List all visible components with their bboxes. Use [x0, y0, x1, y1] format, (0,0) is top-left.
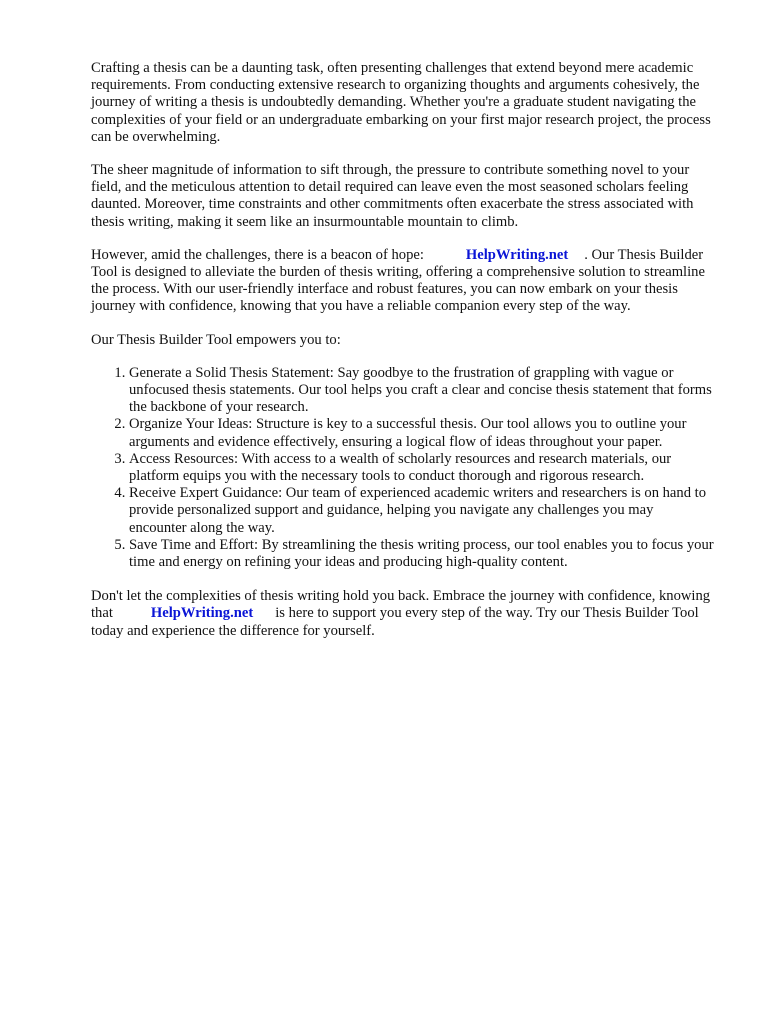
- beacon-text-continued: . Our Thesis Builder Tool is designed to alleviate the burden of thesis writing, offering a comprehensive solution to streamline the process. With our user-friendly interface and robust features, you can now embark on your thesis journey with confidence, knowing that you have a reliable companion every step of the way.: [91, 246, 705, 315]
- list-item: 5. Save Time and Effort: By streamlining the thesis writing process, our tool enables you to focus your time and energy on refining your ideas and producing high-quality content.: [129, 537, 714, 571]
- closing-paragraph: [91, 588, 714, 640]
- features-list: [91, 365, 714, 571]
- closing-text: Don't let the complexities of thesis writing hold you back. Embrace the journey with confidence, knowing that: [91, 588, 711, 622]
- intro-paragraph: Crafting a thesis can be a daunting task, often presenting challenges that extend beyond mere academic requirements. From conducting extensive research to organizing thoughts and arguments cohesively, the journey of writing a thesis is undoubtedly demanding. Whether you're a graduate student navigating the complexities of your field or an undergraduate embarking on your first major research project, the process can be overwhelming.: [91, 60, 711, 145]
- list-item: 3. Access Resources: With access to a wealth of scholarly resources and research materials, our platform equips you with the necessary tools to conduct thorough and rigorous research.: [129, 451, 714, 485]
- empowers-paragraph: Our Thesis Builder Tool empowers you to:: [91, 331, 341, 348]
- beacon-text: However, amid the challenges, there is a beacon of hope:: [91, 246, 424, 263]
- list-item: 4. Receive Expert Guidance: Our team of experienced academic writers and researchers is on hand to provide personalized support and guidance, helping you navigate any challenges you may encounter along the way.: [129, 485, 714, 537]
- closing-text-continued: is here to support you every step of the way. Try our Thesis Builder Tool today and experience the difference for yourself.: [91, 605, 699, 639]
- beacon-paragraph: [91, 247, 714, 316]
- helpwriting-link[interactable]: HelpWriting.net: [150, 605, 254, 622]
- helpwriting-link[interactable]: HelpWriting.net: [465, 246, 569, 263]
- list-item: 2. Organize Your Ideas: Structure is key to a successful thesis. Our tool allows you to outline your arguments and evidence effectively, ensuring a logical flow of ideas throughout your paper.: [129, 416, 714, 450]
- challenges-paragraph: The sheer magnitude of information to sift through, the pressure to contribute something novel to your field, and the meticulous attention to detail required can leave even the most seasoned scholars feeling daunted. Moreover, time constraints and other commitments often exacerbate the stress associated with thesis writing, making it seem like an insurmountable mountain to climb.: [91, 162, 694, 230]
- list-item: 1. Generate a Solid Thesis Statement: Say goodbye to the frustration of grappling with vague or unfocused thesis statements. Our tool helps you craft a clear and concise thesis statement that forms the backbone of your research.: [129, 365, 714, 417]
